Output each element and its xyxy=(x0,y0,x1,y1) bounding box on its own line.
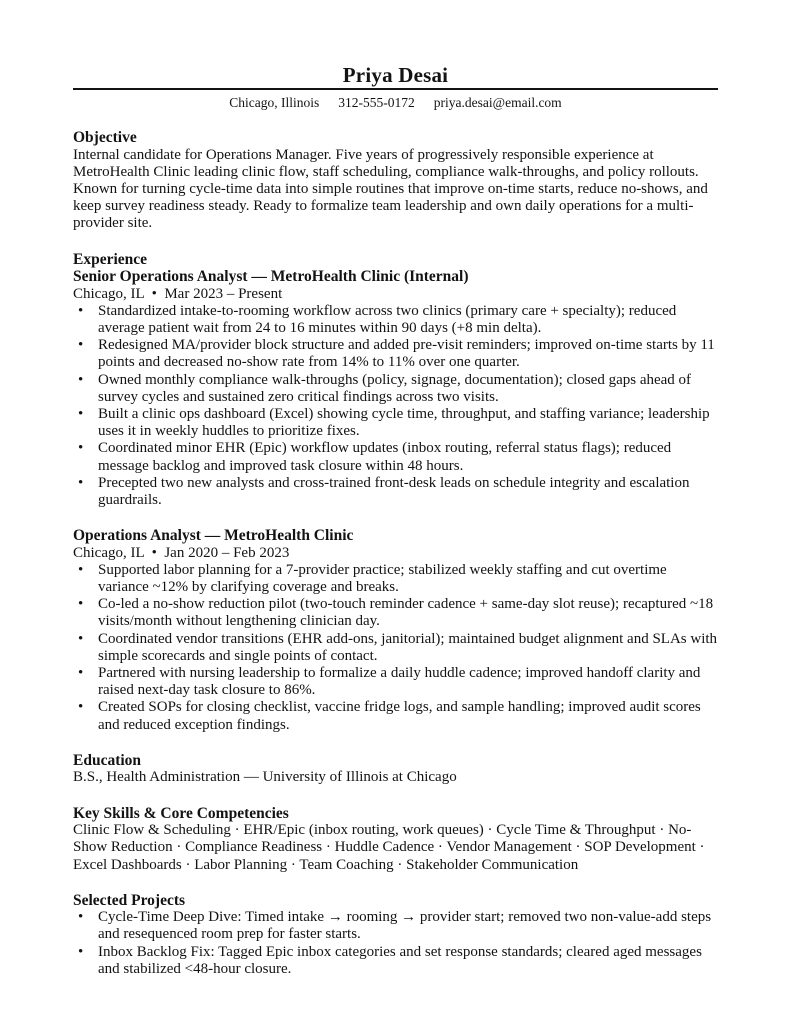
education-text: B.S., Health Administration — University of Illinois at Chicago xyxy=(73,769,457,786)
projects-heading: Selected Projects xyxy=(73,891,186,909)
bullet-item: • Created SOPs for closing checklist, vaccine fridge logs, and sample handling; improved audit scores and reduced exception findings. xyxy=(73,699,718,733)
section-objective xyxy=(73,129,718,233)
bullet-item: • Owned monthly compliance walk-throughs (policy, signage, documentation); closed gaps ahead of survey cycles and sustained zero critical findings across two visits. xyxy=(73,372,718,406)
bullet-item: • Supported labor planning for a 7-provider practice; stabilized weekly staffing and cut overtime variance ~12% by clarifying coverage and breaks. xyxy=(73,562,718,596)
resume-header xyxy=(73,63,718,111)
bullet-item: • Partnered with nursing leadership to formalize a daily huddle cadence; improved handoff clarity and raised next-day task closure to 86%. xyxy=(73,665,718,699)
job-meta: Chicago, IL • Mar 2023 – Present xyxy=(73,285,283,302)
objective-heading: Objective xyxy=(73,129,137,146)
section-education xyxy=(73,752,718,787)
job-bullet-list xyxy=(73,562,718,734)
job-senior-operations-analyst xyxy=(73,268,718,509)
skills-heading: Key Skills & Core Competencies xyxy=(73,804,289,822)
job-operations-analyst xyxy=(73,527,718,734)
bullet-item: • Standardized intake-to-rooming workflow across two clinics (primary care + specialty); reduced average patient wait from 24 to 16 minutes within 90 days (+8 min delta). xyxy=(73,303,718,337)
experience-heading: Experience xyxy=(73,250,148,268)
contact-phone: 312-555-0172 xyxy=(338,95,415,110)
section-experience xyxy=(73,251,718,734)
bullet-item: • Coordinated minor EHR (Epic) workflow updates (inbox routing, referral status flags); reduced message backlog and improved task closure within 48 hours. xyxy=(73,440,718,474)
skills-text: Clinic Flow & Scheduling · EHR/Epic (inbox routing, work queues) · Cycle Time & Throughput · No-Show Reduction · Compliance Readiness · Huddle Cadence · Vendor Management · SOP Development · Excel Dashboards · Labor Planning · Team Coaching · Stakeholder Communication xyxy=(73,822,705,873)
header-rule xyxy=(73,88,718,90)
section-projects xyxy=(73,892,718,978)
job-title: Operations Analyst — MetroHealth Clinic xyxy=(73,527,354,545)
bullet-item: • Inbox Backlog Fix: Tagged Epic inbox categories and set response standards; cleared aged messages and stabilized <48-hour closure. xyxy=(73,944,718,978)
job-bullet-list xyxy=(73,303,718,509)
bullet-item: • Coordinated vendor transitions (EHR add-ons, janitorial); maintained budget alignment and SLAs with simple scorecards and single points of contact. xyxy=(73,631,718,665)
contact-email: priya.desai@email.com xyxy=(433,95,562,110)
education-heading: Education xyxy=(73,751,142,769)
job-title: Senior Operations Analyst — MetroHealth Clinic (Internal) xyxy=(73,268,469,286)
bullet-item: • Co-led a no-show reduction pilot (two-touch reminder cadence + same-day slot reuse); recaptured ~18 visits/month without lengthening clinician day. xyxy=(73,596,718,630)
contact-line xyxy=(73,94,718,111)
section-skills xyxy=(73,805,718,874)
objective-text: Internal candidate for Operations Manager. Five years of progressively responsible experience at MetroHealth Clinic leading clinic flow, staff scheduling, compliance walk-throughs, and policy rollouts. Known for turning cycle-time data into simple routines that improve on-time starts, reduce no-shows, and keep survey readiness steady. Ready to formalize team leadership and own daily operations for a multi-provider site. xyxy=(73,146,708,232)
candidate-name: Priya Desai xyxy=(342,63,449,87)
bullet-item: • Redesigned MA/provider block structure and added pre-visit reminders; improved on-time starts by 11 points and decreased no-show rate from 14% to 11% over one quarter. xyxy=(73,337,718,371)
bullet-item: • Precepted two new analysts and cross-trained front-desk leads on schedule integrity and escalation guardrails. xyxy=(73,475,718,509)
contact-location: Chicago, Illinois xyxy=(229,95,320,110)
bullet-item: • Cycle-Time Deep Dive: Timed intake → rooming → provider start; removed two non-value-add steps and resequenced room prep for faster starts. xyxy=(73,909,718,943)
project-bullet-list xyxy=(73,909,718,978)
job-meta: Chicago, IL • Jan 2020 – Feb 2023 xyxy=(73,544,290,561)
bullet-item: • Built a clinic ops dashboard (Excel) showing cycle time, throughput, and staffing variance; leadership uses it in weekly huddles to prioritize fixes. xyxy=(73,406,718,440)
